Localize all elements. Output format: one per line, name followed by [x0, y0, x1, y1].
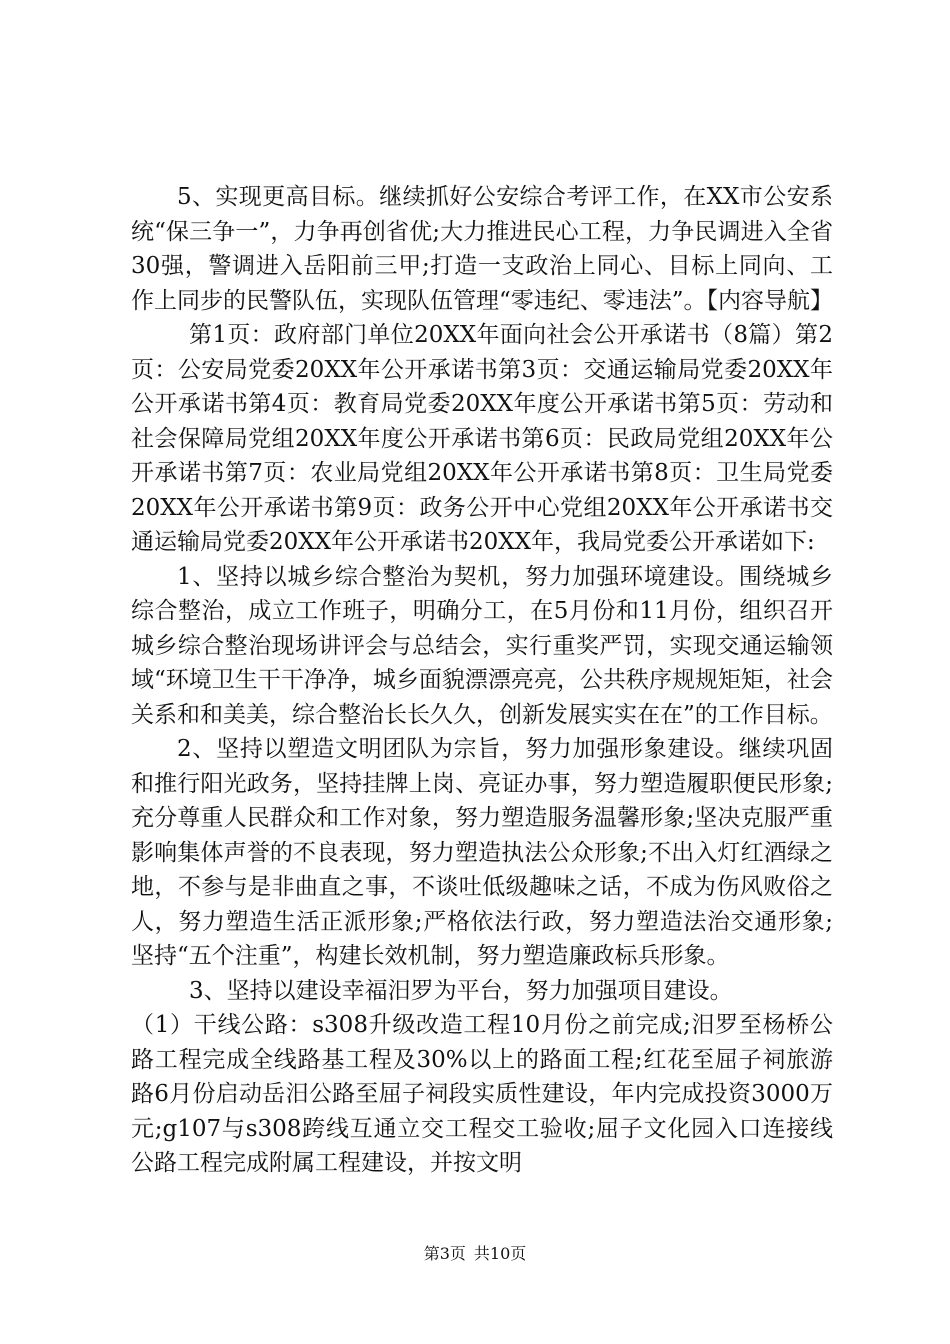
page-footer [0, 1241, 950, 1264]
page-number-current: 第3页 [423, 1244, 466, 1263]
page-number-total: 共10页 [473, 1244, 527, 1263]
paragraph-content-navigation: 第1页：政府部门单位20XX年面向社会公开承诺书（8篇）第2页：公安局党委20XX年公开承诺书第3页：交通运输局党委20XX年公开承诺书第4页：教育局党委20XX年度公开承诺书第5页：劳动和社会保障局党组20XX年度公开承诺书第6页：民政局党组20XX年公开承诺书第7页：农业局党组20XX年公开承诺书第8页：卫生局党委20XX年公开承诺书第9页：政务公开中心党组20XX年公开承诺书交通运输局党委20XX年公开承诺书20XX年，我局党委公开承诺如下: [131, 322, 833, 555]
paragraph-item-1: 1、坚持以城乡综合整治为契机，努力加强环境建设。围绕城乡综合整治，成立工作班子，明确分工，在5月份和11月份，组织召开城乡综合整治现场讲评会与总结会，实行重奖严罚，实现交通运输领域“环境卫生干干净净，城乡面貌漂漂亮亮，公共秩序规规矩矩，社会关系和和美美，综合整治长长久久，创新发展实实在在”的工作目标。 [131, 563, 833, 728]
document-body [131, 180, 833, 1181]
paragraph-item-2: 2、坚持以塑造文明团队为宗旨，努力加强形象建设。继续巩固和推行阳光政务，坚持挂牌上岗、亮证办事，努力塑造履职便民形象;充分尊重人民群众和工作对象，努力塑造服务温馨形象;坚决克服严重影响集体声誉的不良表现，努力塑造执法公众形象;不出入灯红酒绿之地，不参与是非曲直之事，不谈吐低级趣味之话，不成为伤风败俗之人，努力塑造生活正派形象;严格依法行政，努力塑造法治交通形象;坚持“五个注重”，构建长效机制，努力塑造廉政标兵形象。 [131, 736, 833, 969]
paragraph-item-3-1: （1）干线公路：s308升级改造工程10月份之前完成;汨罗至杨桥公路工程完成全线路基工程及30%以上的路面工程;红花至屈子祠旅游路6月份启动岳汨公路至屈子祠段实质性建设，年内完成投资3000万元;g107与s308跨线互通立交工程交工验收;屈子文化园入口连接线公路工程完成附属工程建设，并按文明 [131, 1012, 833, 1176]
paragraph-goal-5: 5、实现更高目标。继续抓好公安综合考评工作，在XX市公安系统“保三争一”，力争再创省优;大力推进民心工程，力争民调进入全省30强，警调进入岳阳前三甲;打造一支政治上同心、目标上同向、工作上同步的民警队伍，实现队伍管理“零违纪、零违法”。【内容导航】 [131, 184, 834, 314]
paragraph-item-3: 3、坚持以建设幸福汨罗为平台，努力加强项目建设。 [189, 977, 733, 1004]
